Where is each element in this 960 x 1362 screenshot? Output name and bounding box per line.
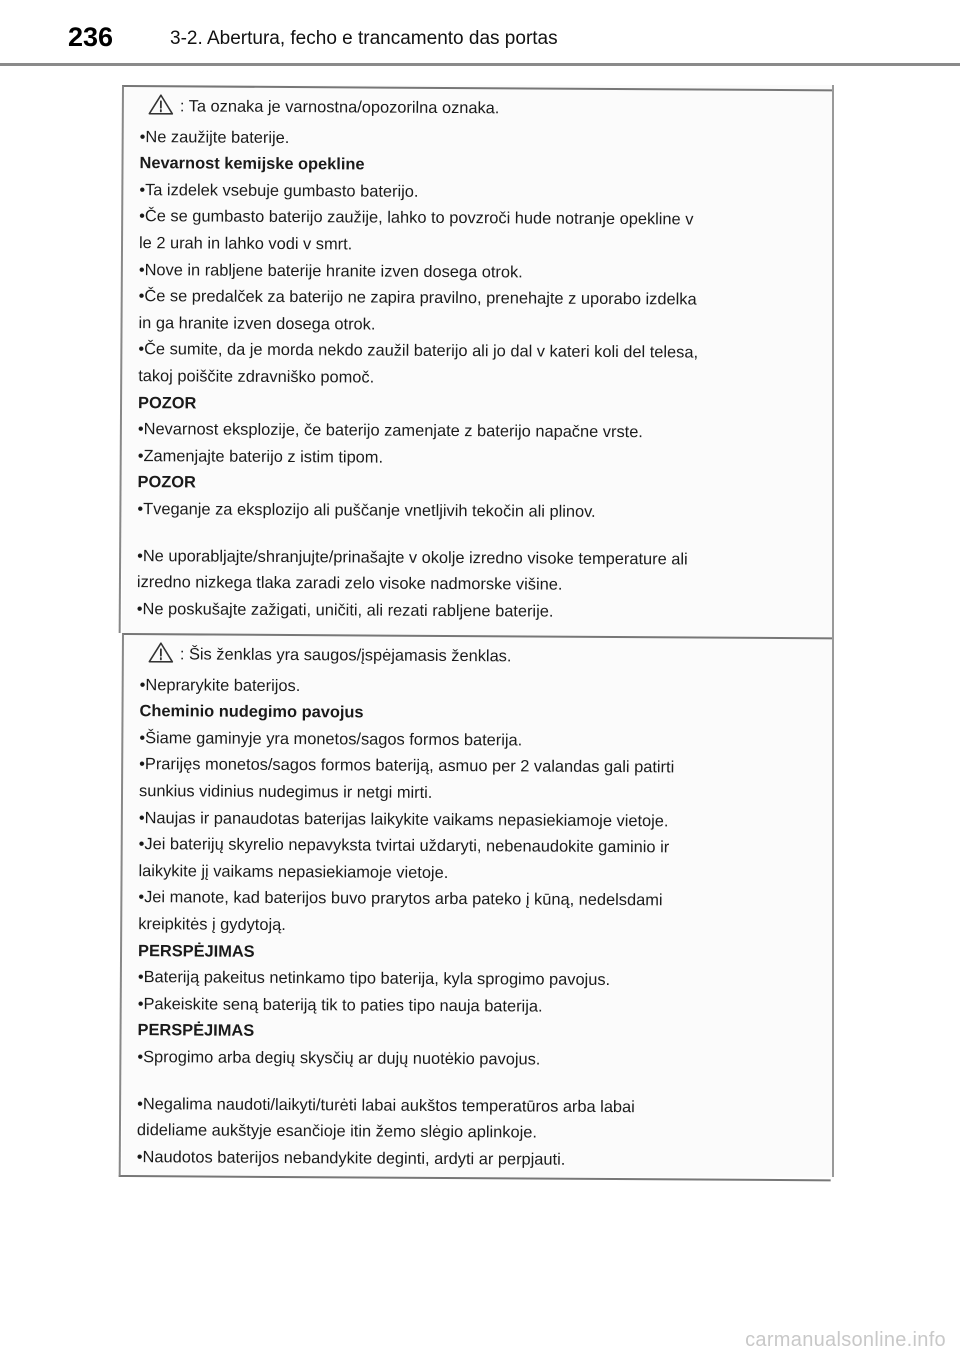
text-line: [138, 336, 814, 367]
line-text: le 2 urah in lahko vodi v smrt.: [138, 234, 353, 254]
text-line: [137, 569, 813, 600]
scanned-warning-label: [122, 85, 834, 1177]
text-line: [138, 416, 814, 447]
line-text: in ga hranite izven dosega otrok.: [138, 313, 376, 334]
line-text: •Ne poskušajte zažigati, uničiti, ali rezati rabljene baterije.: [136, 599, 554, 621]
page-number: 236: [68, 22, 114, 52]
line-text: : Šis ženklas yra saugos/įspėjamasis ženklas.: [179, 645, 512, 666]
line-text: POZOR: [137, 473, 196, 492]
line-text: •Bateriją pakeitus netinkamo tipo baterija, kyla sprogimo pavojus.: [137, 968, 611, 990]
line-text: •Ne uporabljajte/shranjujte/prinašajte v okolje izredno visoke temperature ali: [137, 546, 688, 568]
line-text: •Če sumite, da je morda nekdo zaužil baterijo ali jo dal v kateri koli del telesa,: [138, 340, 699, 362]
line-text: •Negalima naudoti/laikyti/turėti labai aukštos temperatūros arba labai: [137, 1094, 635, 1116]
warning-heading: [139, 698, 815, 729]
line-text: •Sprogimo arba degių skysčių ar dujų nuotėkio pavojus.: [137, 1048, 541, 1069]
text-line: [137, 1144, 813, 1175]
warning-heading: [139, 150, 815, 181]
text-line: [138, 964, 814, 995]
text-line: [137, 496, 813, 527]
warning-symbol-line: [140, 641, 816, 676]
text-line: [139, 751, 815, 782]
line-text: •Ne zaužijte baterije.: [139, 127, 290, 147]
line-text: : Ta oznaka je varnostna/opozorilna oznaka.: [179, 97, 500, 118]
line-text: •Neprarykite baterijos.: [139, 675, 301, 695]
warning-symbol-line: [140, 93, 816, 128]
text-line: [139, 203, 815, 234]
watermark: carmanualsonline.info: [745, 1329, 946, 1351]
text-line: [137, 1117, 813, 1148]
text-line: [138, 310, 814, 341]
line-text: •Če se predalček za baterijo ne zapira pravilno, prenehajte z uporabo izdelka: [138, 287, 697, 309]
text-line: [137, 1044, 813, 1075]
line-text: PERSPĖJIMAS: [137, 1021, 255, 1041]
text-line: [138, 443, 814, 474]
text-line: [139, 805, 815, 836]
section-title: 3-2. Abertura, fecho e trancamento das portas: [170, 28, 558, 49]
slovenian-warning-panel: [119, 85, 834, 637]
text-line: [140, 672, 816, 703]
line-text: laikykite jį vaikams nepasiekiamoje vietoje.: [138, 861, 449, 882]
text-line: [139, 177, 815, 208]
line-text: •Nove in rabljene baterije hranite izven dosega otrok.: [138, 260, 523, 282]
line-text: •Zamenjajte baterijo z istim tipom.: [137, 446, 384, 467]
line-text: •Jei baterijų skyrelio nepavyksta tvirtai uždaryti, nebenaudokite gaminio ir: [138, 835, 670, 857]
line-text: Cheminio nudegimo pavojus: [139, 702, 364, 722]
line-text: POZOR: [138, 393, 197, 412]
text-line: [138, 911, 814, 942]
warning-triangle-icon: [148, 641, 174, 672]
line-text: •Pakeiskite seną bateriją tik to paties tipo nauja baterija.: [137, 994, 543, 1016]
page-header: [0, 0, 960, 66]
line-text: •Naudotos baterijos nebandykite deginti, ardyti ar perpjauti.: [136, 1147, 566, 1169]
line-text: •Če se gumbasto baterijo zaužije, lahko to povzroči hude notranje opekline v: [139, 207, 694, 229]
text-line: [140, 124, 816, 155]
line-text: dideliame aukštyje esančioje itin žemo slėgio aplinkoje.: [136, 1121, 537, 1142]
text-line: [137, 543, 813, 574]
text-line: [139, 230, 815, 261]
panel-right-border: [832, 85, 834, 1177]
text-line: [137, 1091, 813, 1122]
text-line: [139, 257, 815, 288]
lithuanian-warning-panel: [119, 633, 834, 1181]
line-text: Nevarnost kemijske opekline: [139, 154, 365, 174]
text-line: [139, 283, 815, 314]
line-text: sunkius vidinius nudegimus ir netgi mirti.: [138, 782, 433, 802]
text-line: [138, 363, 814, 394]
text-line: [139, 831, 815, 862]
line-text: •Ta izdelek vsebuje gumbasto baterijo.: [139, 180, 419, 201]
line-text: •Šiame gaminyje yra monetos/sagos formos baterija.: [139, 728, 523, 750]
text-line: [138, 858, 814, 889]
warning-triangle-icon: [148, 93, 174, 124]
line-text: izredno nizkega tlaka zaradi zelo visoke nadmorske višine.: [136, 573, 563, 594]
warning-heading: [137, 469, 813, 500]
text-line: [137, 596, 813, 627]
line-text: •Tveganje za eksplozijo ali puščanje vnetljivih tekočin ali plinov.: [137, 500, 596, 521]
warning-heading: [138, 938, 814, 969]
text-line: [139, 725, 815, 756]
line-text: PERSPĖJIMAS: [138, 941, 255, 961]
text-line: [139, 778, 815, 809]
header-divider: [0, 63, 960, 66]
warning-heading: [137, 1017, 813, 1048]
text-line: [138, 884, 814, 915]
line-text: •Naujas ir panaudotas baterijas laikykite vaikams nepasiekiamoje vietoje.: [138, 808, 669, 830]
text-line: [138, 991, 814, 1022]
line-text: •Prarijęs monetos/sagos formos bateriją, asmuo per 2 valandas gali patirti: [139, 755, 675, 777]
line-text: •Jei manote, kad baterijos buvo prarytos arba pateko į kūną, nedelsdami: [138, 888, 663, 910]
line-text: kreipkitės į gydytoją.: [138, 915, 286, 934]
line-text: •Nevarnost eksplozije, če baterijo zamenjate z baterijo napačne vrste.: [137, 420, 643, 442]
line-text: takoj poiščite zdravniško pomoč.: [138, 367, 375, 387]
warning-heading: [138, 390, 814, 421]
